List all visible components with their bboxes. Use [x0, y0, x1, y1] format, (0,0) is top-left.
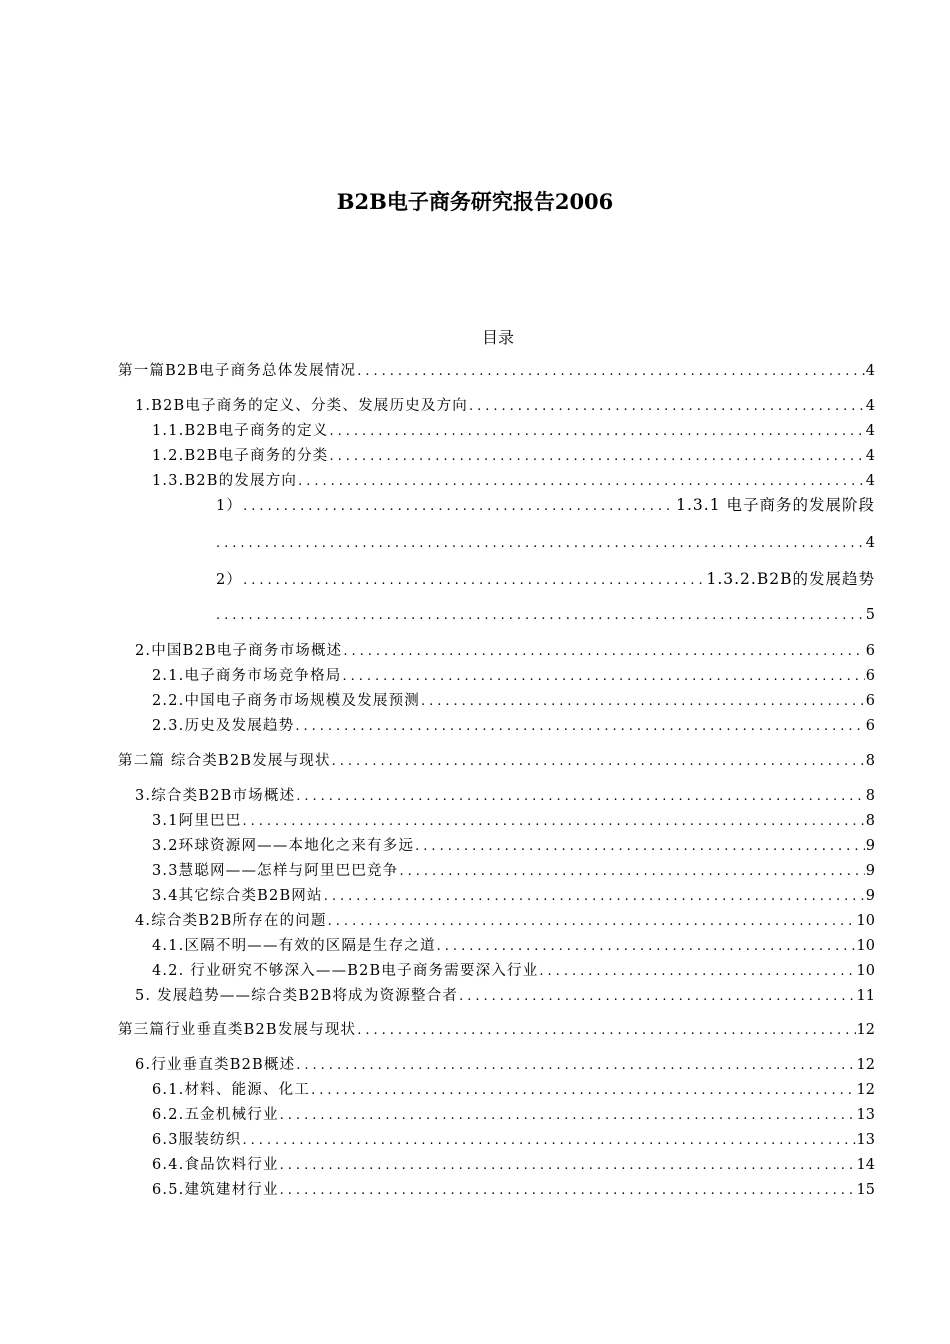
- toc-entry[interactable]: 2.2.中国电子商务市场规模及发展预测 ..... 6: [152, 691, 875, 712]
- toc-entry[interactable]: 2.3.历史及发展趋势 ..... 6: [152, 716, 875, 737]
- toc-entry[interactable]: 1.1.B2B电子商务的定义 ..... 4: [152, 421, 875, 442]
- toc-heading: 目录: [481, 328, 514, 347]
- toc-entry[interactable]: 6.4.食品饮料行业 ..... 14: [152, 1155, 875, 1176]
- toc-entry-continuation[interactable]: ..... 5: [216, 605, 875, 626]
- toc-entry[interactable]: 第三篇行业垂直类B2B发展与现状 ..... 12: [118, 1020, 875, 1041]
- toc-entry[interactable]: 4.综合类B2B所存在的问题 ..... 10: [135, 911, 875, 932]
- toc-entry[interactable]: 2.1.电子商务市场竞争格局 ..... 6: [152, 666, 875, 687]
- document-title: B2B电子商务研究报告2006: [336, 189, 614, 214]
- toc-entry[interactable]: 6.3服装纺织 ..... 13: [152, 1130, 875, 1151]
- toc-entry[interactable]: 3.综合类B2B市场概述 ..... 8: [135, 786, 875, 807]
- toc-entry[interactable]: 6.行业垂直类B2B概述 ..... 12: [135, 1055, 875, 1076]
- toc-entry-continuation[interactable]: ..... 4: [216, 533, 875, 554]
- toc-entry[interactable]: 3.3慧聪网——怎样与阿里巴巴竞争 ..... 9: [152, 861, 875, 882]
- toc-entry[interactable]: 2） ..... 1.3.2.B2B的发展趋势: [216, 569, 875, 591]
- toc-entry[interactable]: 5. 发展趋势——综合类B2B将成为资源整合者 ..... 11: [135, 986, 875, 1007]
- toc-entry[interactable]: 1.3.B2B的发展方向 ..... 4: [152, 471, 875, 492]
- toc-entry[interactable]: 6.5.建筑建材行业 ..... 15: [152, 1180, 875, 1201]
- toc-entry[interactable]: 2.中国B2B电子商务市场概述 ..... 6: [135, 641, 875, 662]
- toc-entry[interactable]: 4.1.区隔不明——有效的区隔是生存之道 ..... 10: [152, 936, 875, 957]
- toc-entry[interactable]: 3.4其它综合类B2B网站 ..... 9: [152, 886, 875, 907]
- toc-entry[interactable]: 第二篇 综合类B2B发展与现状 ..... 8: [118, 751, 875, 772]
- toc-entry[interactable]: 4.2. 行业研究不够深入——B2B电子商务需要深入行业 ..... 10: [152, 961, 875, 982]
- toc-entry[interactable]: 6.1.材料、能源、化工 ..... 12: [152, 1080, 875, 1101]
- toc-entry[interactable]: 3.2环球资源网——本地化之来有多远 ..... 9: [152, 836, 875, 857]
- toc-entry[interactable]: 第一篇B2B电子商务总体发展情况 ..... 4: [118, 361, 875, 382]
- toc-entry[interactable]: 1） ..... 1.3.1 电子商务的发展阶段: [216, 495, 875, 517]
- toc-entry[interactable]: 6.2.五金机械行业 ..... 13: [152, 1105, 875, 1126]
- toc-entry[interactable]: 3.1阿里巴巴 ..... 8: [152, 811, 875, 832]
- toc-entry[interactable]: 1.2.B2B电子商务的分类 ..... 4: [152, 446, 875, 467]
- toc-entry[interactable]: 1.B2B电子商务的定义、分类、发展历史及方向 ..... 4: [135, 396, 875, 417]
